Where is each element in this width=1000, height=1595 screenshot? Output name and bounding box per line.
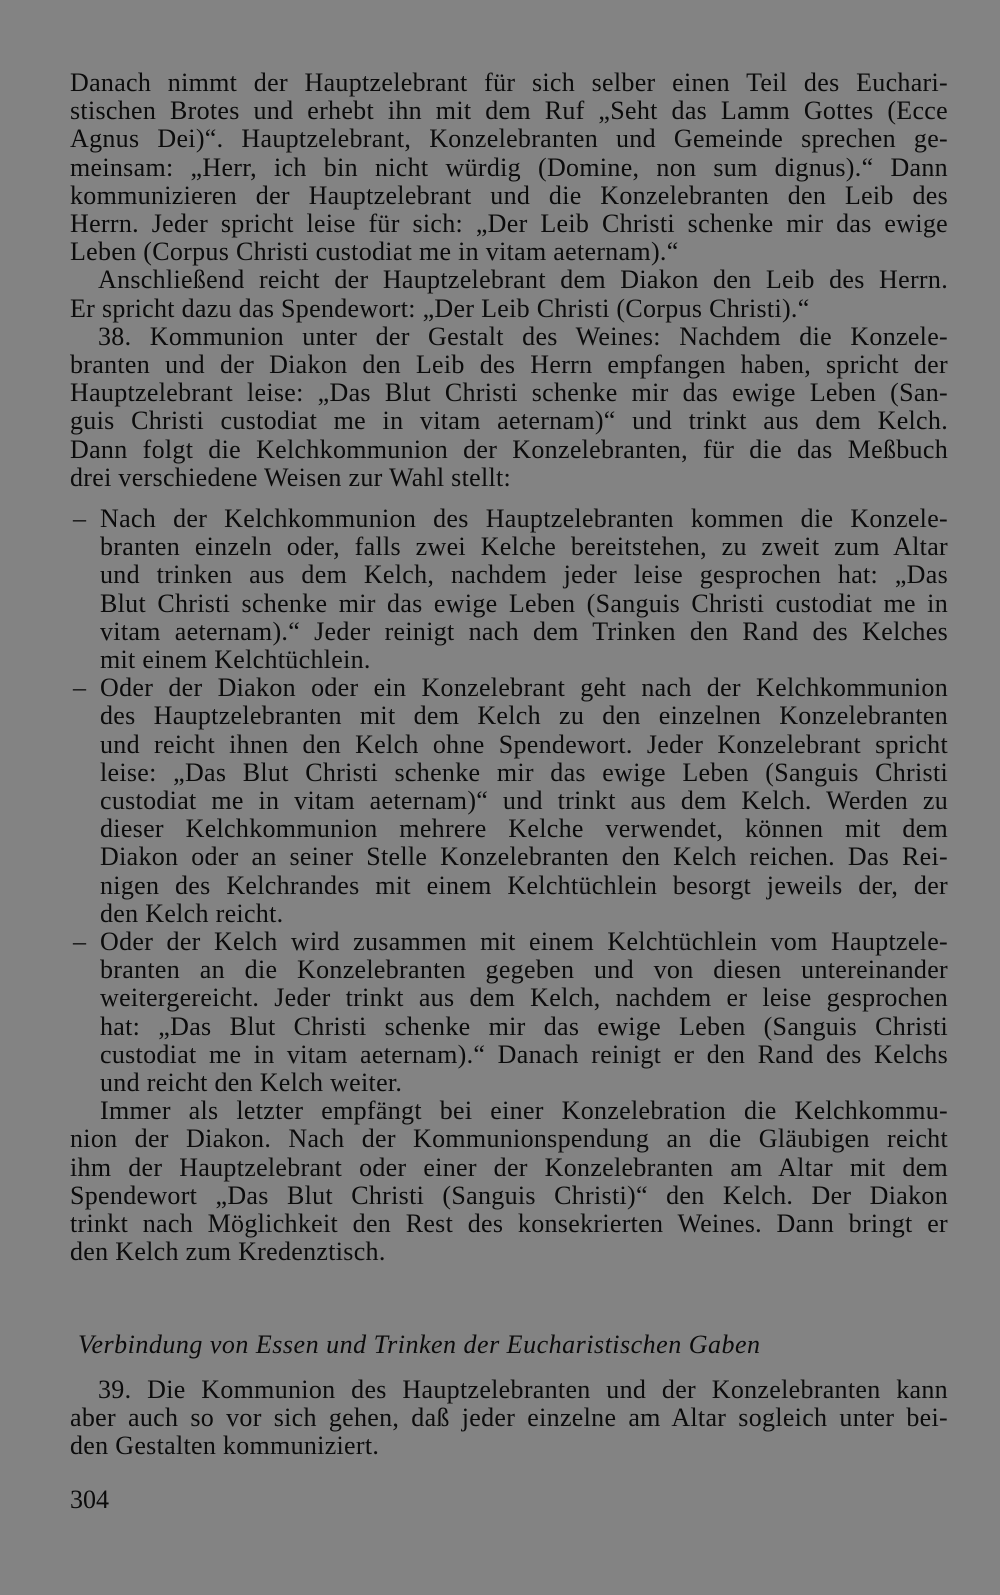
text-line: Herrn. Jeder spricht leise für sich: „Der Leib Christi schenke mir das ewige xyxy=(70,209,948,239)
text-line: guis Christi custodiat me in vitam aeternam)“ und trinkt aus dem Kelch. xyxy=(70,406,948,436)
text-line: Dann folgt die Kelchkommunion der Konzelebranten, für die das Meßbuch xyxy=(70,434,948,464)
text-line: Danach nimmt der Hauptzelebrant für sich selber einen Teil des Euchari- xyxy=(70,68,948,97)
text-line: aber auch so vor sich gehen, daß jeder einzelne am Altar sogleich unter bei- xyxy=(70,1403,948,1433)
text-line: weitergereicht. Jeder trinkt aus dem Kelch, nachdem er leise gesprochen xyxy=(100,983,948,1013)
page-number: 304 xyxy=(70,1485,109,1514)
text-line: nigen des Kelchrandes mit einem Kelchtüchlein besorgt jeweils der, der xyxy=(100,870,948,900)
text-line: custodiat me in vitam aeternam)“ und trinkt aus dem Kelch. Werden zu xyxy=(100,786,948,816)
text-line: und reicht den Kelch weiter. xyxy=(100,1068,403,1098)
text-line: Oder der Diakon oder ein Konzelebrant geht nach der Kelchkommunion xyxy=(100,673,948,703)
text-line: Spendewort „Das Blut Christi (Sanguis Christi)“ den Kelch. Der Diakon xyxy=(70,1180,948,1210)
text-line: leise: „Das Blut Christi schenke mir das ewige Leben (Sanguis Christi xyxy=(100,757,948,787)
text-line: Leben (Corpus Christi custodiat me in vitam aeternam).“ xyxy=(70,237,679,267)
text-line: den Kelch zum Kredenztisch. xyxy=(70,1237,386,1267)
text-line: branten einzeln oder, falls zwei Kelche bereitstehen, zu zweit zum Altar xyxy=(100,532,948,562)
text-line: Diakon oder an seiner Stelle Konzelebranten den Kelch reichen. Das Rei- xyxy=(100,842,948,872)
list-marker: – xyxy=(73,504,87,533)
text-line: trinkt nach Möglichkeit den Rest des konsekrierten Weines. Dann bringt er xyxy=(70,1209,948,1239)
text-line: hat: „Das Blut Christi schenke mir das ewige Leben (Sanguis Christi xyxy=(100,1011,948,1041)
text-line: und trinken aus dem Kelch, nachdem jeder leise gesprochen hat: „Das xyxy=(100,560,948,590)
text-line: meinsam: „Herr, ich bin nicht würdig (Domine, non sum dignus).“ Dann xyxy=(70,152,948,182)
paragraph-39 xyxy=(70,1376,948,1461)
text-line: Oder der Kelch wird zusammen mit einem Kelchtüchlein vom Hauptzele- xyxy=(100,927,948,957)
text-line: nion der Diakon. Nach der Kommunionspendung an die Gläubigen reicht xyxy=(70,1124,948,1154)
text-line: den Gestalten kommuniziert. xyxy=(70,1431,380,1461)
list-item xyxy=(70,505,948,674)
paragraph-38 xyxy=(70,323,948,492)
text-line: und reicht ihnen den Kelch ohne Spendewort. Jeder Konzelebrant spricht xyxy=(100,729,948,759)
text-line: den Kelch reicht. xyxy=(100,898,284,928)
text-line: des Hauptzelebranten mit dem Kelch zu den einzelnen Konzelebranten xyxy=(100,701,948,731)
text-block-top xyxy=(70,69,948,492)
text-line: Blut Christi schenke mir das ewige Leben (Sanguis Christi custodiat me in xyxy=(100,588,948,618)
text-line: drei verschiedene Weisen zur Wahl stellt: xyxy=(70,462,512,492)
section-heading: Verbindung von Essen und Trinken der Eucharistischen Gaben xyxy=(78,1330,761,1359)
text-line: Agnus Dei)“. Hauptzelebrant, Konzelebranten und Gemeinde sprechen ge- xyxy=(70,124,948,154)
text-line: branten und der Diakon den Leib des Herrn empfangen haben, spricht der xyxy=(70,350,948,380)
list-item xyxy=(70,928,948,1097)
text-line: Nach der Kelchkommunion des Hauptzelebranten kommen die Konzele- xyxy=(100,504,948,533)
paragraph xyxy=(70,1097,948,1266)
text-line: 38. Kommunion unter der Gestalt des Weines: Nachdem die Konzele- xyxy=(98,321,948,351)
paragraph xyxy=(70,266,948,322)
text-line: mit einem Kelchtüchlein. xyxy=(100,645,371,675)
text-line: Er spricht dazu das Spendewort: „Der Leib Christi (Corpus Christi).“ xyxy=(70,293,810,323)
text-block-middle xyxy=(70,505,948,1266)
text-line: vitam aeternam).“ Jeder reinigt nach dem Trinken den Rand des Kelches xyxy=(100,616,948,646)
list-marker: – xyxy=(73,673,87,703)
list-item xyxy=(70,674,948,928)
text-line: Immer als letzter empfängt bei einer Konzelebration die Kelchkommu- xyxy=(100,1096,948,1126)
text-line: custodiat me in vitam aeternam).“ Danach reinigt er den Rand des Kelchs xyxy=(100,1039,948,1069)
text-line: Hauptzelebrant leise: „Das Blut Christi schenke mir das ewige Leben (San- xyxy=(70,378,948,408)
text-line: stischen Brotes und erhebt ihn mit dem Ruf „Seht das Lamm Gottes (Ecce xyxy=(70,96,948,126)
text-line: branten an die Konzelebranten gegeben und von diesen untereinander xyxy=(100,955,948,985)
text-line: kommunizieren der Hauptzelebrant und die Konzelebranten den Leib des xyxy=(70,180,948,210)
text-line: dieser Kelchkommunion mehrere Kelche verwendet, können mit dem xyxy=(100,814,948,844)
text-line: Anschließend reicht der Hauptzelebrant dem Diakon den Leib des Herrn. xyxy=(98,265,948,295)
paragraph xyxy=(70,69,948,266)
text-line: 39. Die Kommunion des Hauptzelebranten und der Konzelebranten kann xyxy=(98,1375,948,1404)
list-marker: – xyxy=(73,927,87,957)
text-line: ihm der Hauptzelebrant oder einer der Konzelebranten am Altar mit dem xyxy=(70,1152,948,1182)
